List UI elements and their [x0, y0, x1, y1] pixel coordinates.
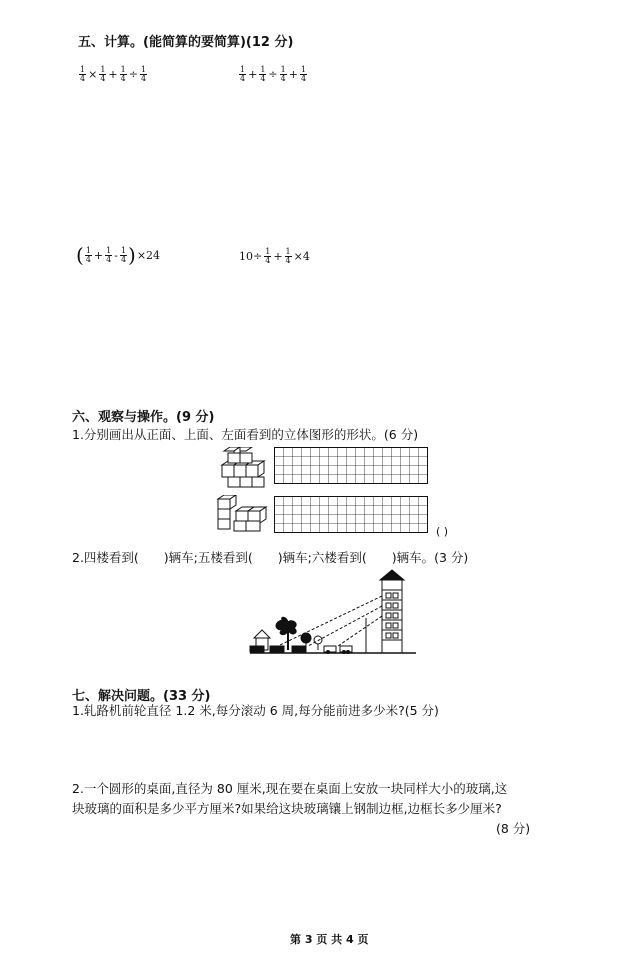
section5-heading: 五、计算。(能简算的要简算)(12 分): [78, 35, 294, 50]
numerator: 1: [240, 65, 246, 74]
right-paren: ): [128, 243, 136, 267]
denominator: 4: [300, 74, 307, 83]
section6-question-2: 2.四楼看到( )辆车;五楼看到( )辆车;六楼看到( )辆车。(3 分): [72, 550, 469, 565]
numerator: 1: [106, 245, 112, 255]
operator: +: [273, 250, 283, 263]
denominator: 4: [280, 74, 286, 83]
denominator: 4: [80, 74, 86, 83]
fraction: [239, 66, 246, 83]
denominator: 4: [240, 74, 246, 83]
operator: +: [108, 68, 118, 81]
section7-question-2-line-1: 2.一个圆形的桌面,直径为 80 厘米,现在要在桌面上安放一块同样大小的玻璃,这: [72, 781, 508, 796]
section7-question-2-line-2: 块玻璃的面积是多少平方厘米?如果给这块玻璃镶上钢制边框,边框长多少厘米?: [72, 801, 502, 816]
expression-3: [76, 243, 161, 267]
expression-tail: ×24: [136, 248, 161, 262]
section7-question-1: 1.轧路机前轮直径 1.2 米,每分滚动 6 周,每分能前进多少米?(5 分): [72, 703, 439, 718]
operator: +: [248, 68, 258, 81]
denominator: 4: [100, 74, 106, 83]
operator: +: [288, 68, 298, 81]
denominator: 4: [285, 256, 291, 265]
cube-figure-2: [214, 495, 270, 535]
numerator: 1: [285, 247, 291, 256]
denominator: 4: [85, 254, 91, 264]
building-view-illustration: [248, 568, 418, 658]
fraction: [300, 66, 307, 83]
numerator: 1: [80, 65, 86, 74]
numerator: 1: [100, 65, 106, 74]
fraction: [264, 248, 271, 265]
left-paren: (: [76, 243, 84, 267]
fraction: [99, 66, 106, 83]
section6-question-1: 1.分别画出从正面、上面、左面看到的立体图形的形状。(6 分): [72, 427, 419, 442]
expression-lead: 10÷: [239, 250, 263, 263]
fraction: [105, 247, 112, 264]
fraction: [285, 248, 292, 265]
numerator: 1: [120, 65, 126, 74]
operator: -: [114, 248, 118, 262]
fraction: [120, 247, 127, 264]
operator: ×: [88, 68, 98, 81]
expression-1: [78, 66, 148, 83]
operator: +: [93, 248, 104, 262]
denominator: 4: [120, 254, 127, 264]
fraction: [79, 66, 86, 83]
fraction: [85, 247, 92, 264]
denominator: 4: [265, 256, 271, 265]
page-number: 第 3 页 共 4 页: [290, 933, 369, 946]
numerator: 1: [265, 247, 271, 256]
operator: ÷: [268, 68, 278, 81]
denominator: 4: [260, 74, 266, 83]
drawing-grid-2[interactable]: [274, 496, 436, 540]
numerator: 1: [280, 65, 286, 74]
numerator: 1: [300, 65, 307, 74]
operator: ÷: [128, 68, 138, 81]
numerator: 1: [260, 65, 266, 74]
numerator: 1: [120, 245, 127, 255]
section6-heading: 六、观察与操作。(9 分): [72, 410, 215, 425]
expression-2: [238, 66, 308, 83]
denominator: 4: [106, 254, 112, 264]
cube-figure-1: [218, 447, 272, 489]
section7-question-2-points: (8 分): [496, 821, 531, 836]
expression-4: [238, 248, 311, 265]
fraction: [120, 66, 127, 83]
expression-tail: ×4: [293, 250, 310, 263]
numerator: 1: [140, 65, 147, 74]
drawing-grid-1[interactable]: [274, 447, 436, 491]
fraction: [140, 66, 147, 83]
denominator: 4: [120, 74, 126, 83]
numerator: 1: [85, 245, 91, 255]
answer-blank[interactable]: ( ): [436, 525, 449, 538]
fraction: [280, 66, 287, 83]
section7-heading: 七、解决问题。(33 分): [72, 689, 211, 704]
fraction: [259, 66, 266, 83]
denominator: 4: [140, 74, 147, 83]
